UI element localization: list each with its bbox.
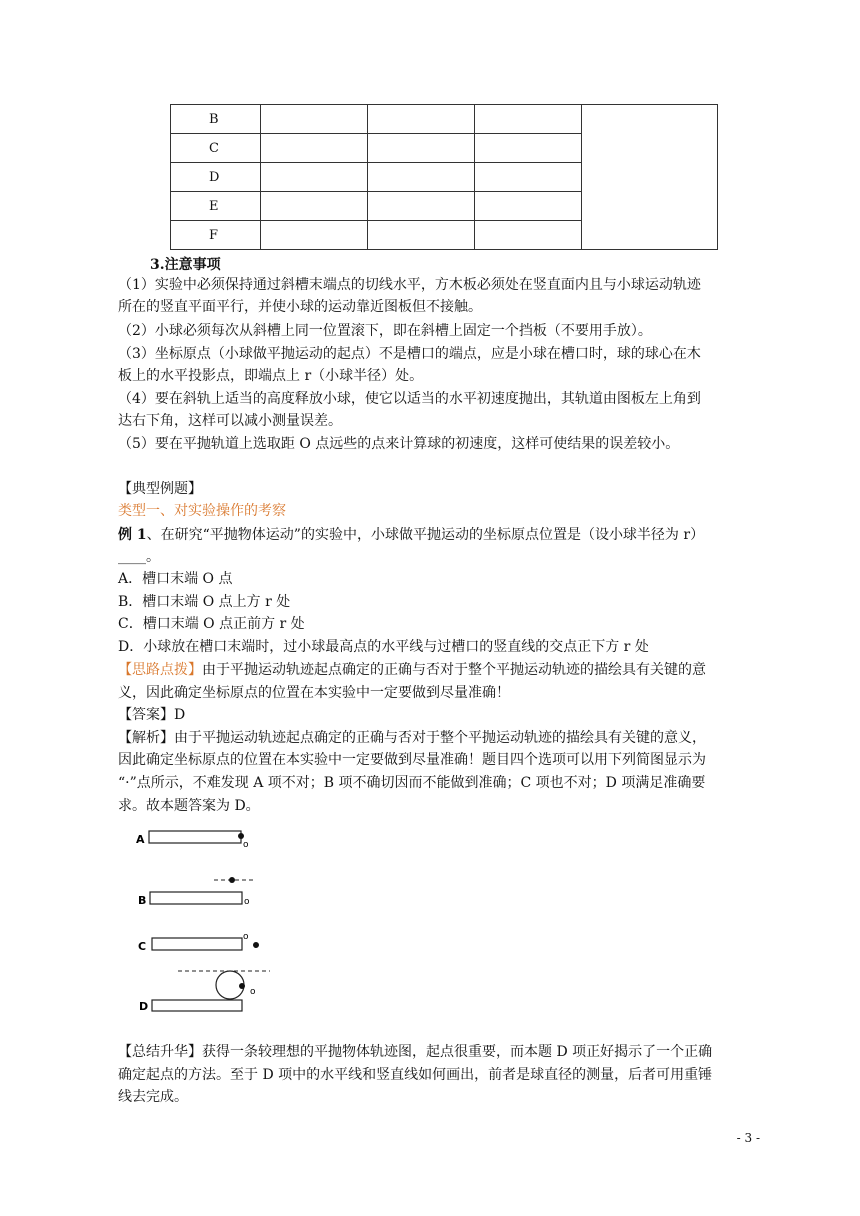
- chute-c: [152, 938, 242, 950]
- option-c: C．槽口末端 O 点正前方 r 处: [118, 616, 305, 632]
- figure-label-d: D: [139, 1000, 149, 1013]
- origin-c: o: [243, 932, 249, 942]
- note-line: （2）小球必须每次从斜槽上同一位置滚下，即在斜槽上固定一个挡板（不要用手放）。: [118, 323, 652, 339]
- origin-a: o: [243, 840, 249, 850]
- section-heading-notes: 3.注意事项: [150, 257, 221, 273]
- analysis-line: “·”点所示，不难发现 A 项不对；B 项不确切因而不能做到准确；C 项也不对；D 项满足准确要: [118, 775, 706, 791]
- note-line: 所在的竖直平面平行，并使小球的运动靠近图板但不接触。: [118, 299, 482, 315]
- ball-d: [239, 983, 245, 989]
- summary-line: 【总结升华】获得一条较理想的平抛物体轨迹图，起点很重要，而本题 D 项正好揭示了一个正确: [118, 1044, 713, 1060]
- ball-a: [238, 833, 244, 839]
- note-line: 板上的水平投影点，即端点上 r（小球半径）处。: [118, 368, 424, 384]
- chute-a: [149, 831, 241, 843]
- ball-b: [229, 877, 235, 883]
- row-label: D: [171, 163, 261, 192]
- origin-d: o: [250, 987, 256, 997]
- answer: 【答案】D: [118, 707, 186, 723]
- example-question: 例 1、在研究“平抛物体运动”的实验中，小球做平抛运动的坐标原点位置是（设小球半径为 r）: [118, 527, 705, 543]
- data-table: [170, 104, 718, 250]
- figure-label-b: B: [138, 894, 147, 907]
- origin-b: o: [244, 897, 250, 907]
- type-title: 类型一、对实验操作的考察: [118, 503, 286, 519]
- summary-line: 线去完成。: [118, 1089, 188, 1105]
- hint: 【思路点拨】由于平抛运动轨迹起点确定的正确与否对于整个平抛运动轨迹的描绘具有关键的意: [118, 662, 706, 678]
- example-blank: ____。: [118, 549, 160, 565]
- option-a: A．槽口末端 O 点: [118, 571, 233, 587]
- option-b: B．槽口末端 O 点上方 r 处: [118, 594, 291, 610]
- launch-position-figure: [130, 826, 280, 1018]
- note-line: （3）坐标原点（小球做平抛运动的起点）不是槽口的端点，应是小球在槽口时，球的球心在木: [118, 346, 701, 362]
- figure-label-c: C: [138, 940, 147, 953]
- analysis-line: 【解析】由于平抛运动轨迹起点确定的正确与否对于整个平抛运动轨迹的描绘具有关键的意义，: [118, 730, 706, 746]
- row-label: B: [171, 105, 261, 134]
- option-d: D．小球放在槽口末端时，过小球最高点的水平线与过槽口的竖直线的交点正下方 r 处: [118, 639, 649, 655]
- summary-line: 确定起点的方法。至于 D 项中的水平线和竖直线如何画出，前者是球直径的测量，后者可用重锤: [118, 1067, 713, 1083]
- row-label: F: [171, 221, 261, 250]
- page-number: - 3 -: [736, 1131, 760, 1145]
- hint-tag: 【思路点拨】: [118, 662, 202, 678]
- example-label: 例 1: [118, 527, 147, 543]
- note-line: （4）要在斜轨上适当的高度释放小球，使它以适当的水平初速度抛出，其轨道由图板左上角到: [118, 391, 701, 407]
- typical-examples-heading: 【典型例题】: [118, 481, 202, 497]
- analysis-line: 求。故本题答案为 D。: [118, 798, 260, 814]
- note-line: 达右下角，这样可以减小测量误差。: [118, 413, 342, 429]
- ball-c: [253, 942, 259, 948]
- figure-label-a: A: [136, 833, 145, 846]
- note-line: （5）要在平抛轨道上选取距 O 点远些的点来计算球的初速度，这样可使结果的误差较小。: [118, 436, 680, 452]
- chute-d: [152, 1000, 242, 1011]
- row-label: C: [171, 134, 261, 163]
- chute-b: [150, 892, 242, 904]
- analysis-line: 因此确定坐标原点的位置在本实验中一定要做到尽量准确！题目四个选项可以用下列简图显示为: [118, 752, 706, 768]
- note-line: （1）实验中必须保持通过斜槽末端点的切线水平，方木板必须处在竖直面内且与小球运动轨迹: [118, 277, 701, 293]
- row-label: E: [171, 192, 261, 221]
- table-row: [171, 105, 718, 134]
- hint-line: 义，因此确定坐标原点的位置在本实验中一定要做到尽量准确！: [118, 685, 510, 701]
